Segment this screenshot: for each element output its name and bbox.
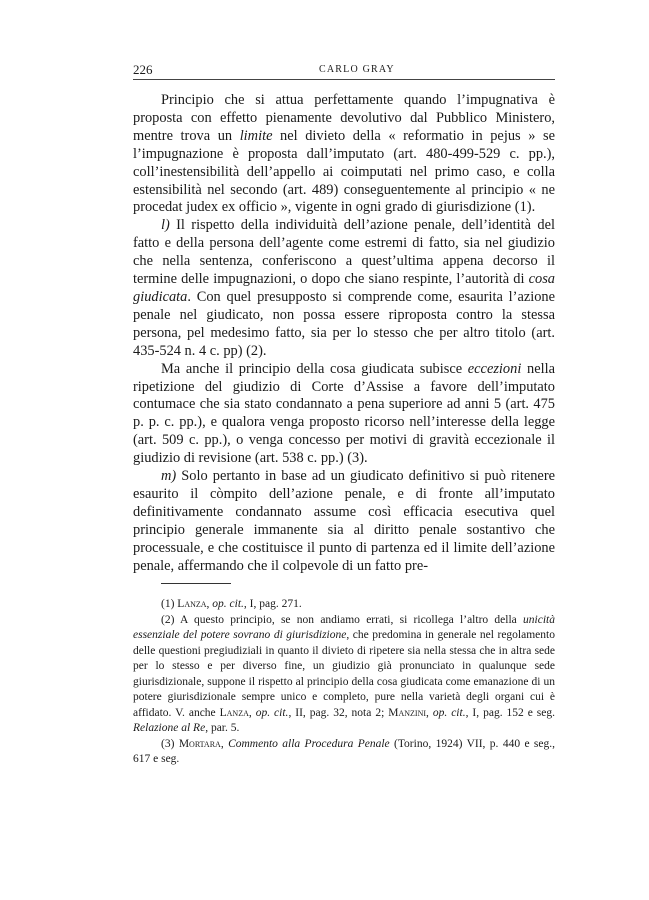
footnote-2: (2) A questo principio, se non andiamo errati, si ricollega l’altro della unicità essenziale del potere sovrano di giurisdizione, che predomina in generale nel regolamento delle questioni pregiudiziali in quanto il divieto di ripetere sia nella stessa che in altra sede per lo stesso e per diverso fine, un giudizio già pronunciato in qualunque sede giurisdizionale, suppone il rispetto al principio della cosa giudicata come emanazione di un potere giurisdizionale sempre unico e completo, pure nella varietà degli organi cui è affidato. V. anche Lanza, op. cit., II, pag. 32, nota 2; Manzini, op. cit., I, pag. 152 e seg. Relazione al Re, par. 5.: [133, 613, 556, 734]
paragraph: m) Solo pertanto in base ad un giudicato definitivo si può ritenere esaurito il còmpito dell’azione penale, e di fronte all’imputato definitivamente condannato assume così efficacia esecutiva quel principio generale immanente sia al diritto penale sostantivo che processuale, e che costituisce il punto di partenza ed il limite dell’azione penale, affermando che il colpevole di un fatto pre-: [133, 468, 555, 574]
paragraph: Ma anche il principio della cosa giudicata subisce eccezioni nella ripetizione del giudizio di Corte d’Assise a favore dell’imputato contumace che sia stato condannato a pena superiore ad anni 5 (art. 475 p. p. c. pp.), e qualora venga proposto ricorso nell’interesse della legge (art. 509 c. pp.), o venga concesso per motivi di gravità eccezionale il giudizio di revisione (art. 538 c. pp.) (3).: [133, 360, 555, 467]
page-number: 226: [133, 62, 153, 77]
footnote-1: (1) Lanza, op. cit., I, pag. 271.: [161, 598, 302, 610]
paragraph: l) Il rispetto della individuità dell’azione penale, dell’identità del fatto e della persona dell’agente come estremi di fatto, sia nel giudizio che nella sentenza, conferiscono a quest’ultima appena decorso il termine delle impugnazioni, o dopo che siano respinte, l’autorità di cosa giudicata. Con quel presupposto si comprende come, esaurita l’azione penale nel giudicato, non possa essere riproposta contro la stessa persona, pel medesimo fatto, sia per lo stesso che per altro titolo (art. 435-524 n. 4 c. pp) (2).: [133, 217, 555, 359]
emphasis: cosa giudicata: [133, 271, 555, 305]
list-label: l): [161, 217, 170, 234]
footnote-3: (3) Mortara, Commento alla Procedura Penale (Torino, 1924) VII, p. 440 e seg., 617 e seg.: [133, 737, 556, 765]
emphasis: unicità essenziale del potere sovrano di giurisdizione: [133, 613, 555, 641]
footnote-rule: [161, 583, 231, 584]
header-rule: [133, 79, 555, 80]
footnotes: [133, 597, 555, 768]
list-label: m): [161, 468, 177, 485]
emphasis: limite: [239, 127, 273, 144]
emphasis: eccezioni: [467, 360, 522, 377]
page-header: [133, 62, 555, 80]
paragraph: Principio che si attua perfettamente quando l’impugnativa è proposta con effetto pienamente devolutivo dal Pubblico Ministero, mentre trova un limite nel divieto della « reformatio in pejus » se l’impugnazione è proposta dall’imputato (art. 480-499-529 c. pp.), coll’inestensibilità dell’appello ai coimputati nel primo caso, e colla estensibilità nel secondo (art. 489) conseguentemente al principio « ne procedat judex ex officio », vigente in ogni grado di giurisdizione (1).: [133, 92, 555, 216]
emphasis: Commento alla Procedura Penale: [228, 737, 390, 750]
author-name: Manzini: [388, 706, 427, 719]
author-name: Lanza: [177, 598, 207, 610]
author-name: Mortara: [178, 737, 221, 750]
emphasis: Relazione al Re: [133, 722, 206, 734]
body-text: [133, 92, 555, 575]
running-head: CARLO GRAY: [319, 64, 395, 75]
author-name: Lanza: [219, 706, 249, 719]
